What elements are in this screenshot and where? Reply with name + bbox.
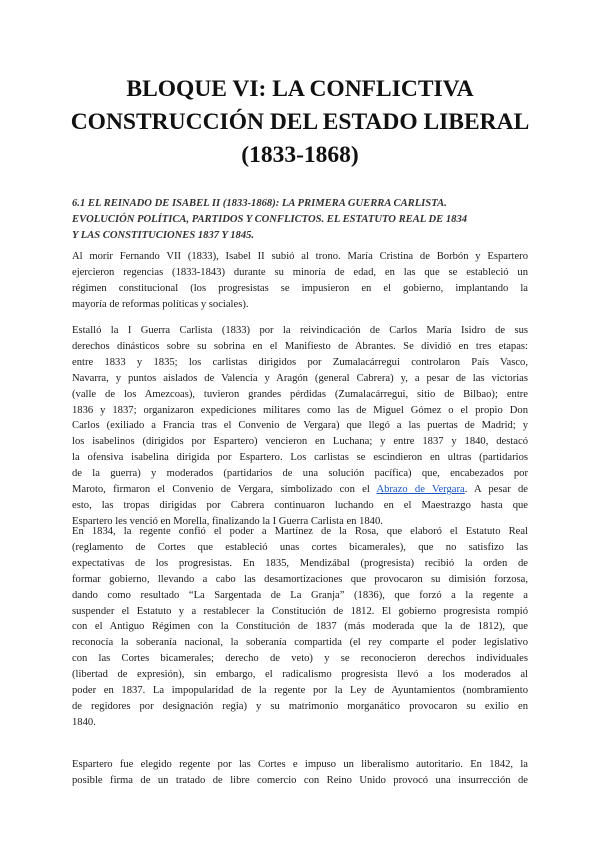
text-line: derechos dinásticos sobre su sobrina en el Manifiesto de Abrantes. Se dividió en tres etapas:: [72, 340, 528, 352]
text-line: 1836 y 1837; organizaron expediciones militares como las de Miguel Gómez o el propio Don: [72, 404, 528, 416]
text-line: la ofensiva isabelina dirigida por Espartero. Los carlistas se escindieron en ultras (partidarios: [72, 452, 528, 464]
text-line: Espartero les venció en Morella, finalizando la I Guerra Carlista en 1840.: [72, 515, 383, 527]
text-line: En 1834, la regente confió el poder a Martínez de la Rosa, que elaboró el Estatuto Real: [72, 526, 528, 537]
text-line: de la guerra) y moderados (partidarios de una solución pacífica) que, encabezados por: [72, 468, 528, 480]
text-line: suspender el Estatuto y a restablecer la Constitución de 1812. El gobierno progresista rompió: [72, 605, 528, 617]
text-fragment: Maroto, firmaron el Convenio de Vergara, simbolizado con el: [72, 484, 377, 496]
section-heading: [72, 196, 532, 244]
document-title: [60, 73, 540, 172]
text-line: expectativas de los progresistas. En 1835, Mendizábal (progresista) recibió la orden de: [72, 557, 528, 569]
text-line: esto, las tropas dirigidas por Cabrera continuaron luchando en el Maestrazgo hasta que: [72, 499, 528, 511]
text-line: (valle de los Amezcoas), tuvieron grandes pérdidas (Zumalacárregui, sitio de Bilbao); entre: [72, 388, 528, 400]
text-line: los isabelinos (dirigidos por Espartero) vencieron en Luchana; y entre 1837 y 1840, destacó: [72, 436, 528, 448]
text-line: (reglamento de Cortes que estableció unas cortes bicamerales), que no satisfizo las: [72, 541, 528, 553]
paragraph-3: [72, 524, 528, 731]
text-line: entre 1833 y 1835; los carlistas dirigidos por Zumalacárregui controlaron País Vasco,: [72, 356, 528, 368]
text-line: con las Cortes bicamerales; derecho de veto) y se reconocieron derechos individuales: [72, 653, 528, 665]
text-line: Estalló la I Guerra Carlista (1833) por la reivindicación de Carlos María Isidro de sus: [72, 325, 528, 336]
title-line: BLOQUE VI: LA CONFLICTIVA: [126, 76, 474, 102]
text-line: ejercieron regencias (1833-1843) durante su minoría de edad, en las que se estableció un: [72, 266, 528, 278]
text-line: posible firma de un tratado de libre comercio con Reino Unido provocó una insurrección de: [72, 774, 528, 786]
paragraph-1: [72, 249, 528, 313]
text-line: Navarra, y puntos aislados de Valencia y Aragón (general Cabrera) y, a pesar de las victorias: [72, 372, 528, 384]
heading-line: EVOLUCIÓN POLÍTICA, PARTIDOS Y CONFLICTOS. EL ESTATUTO REAL DE 1834: [72, 214, 468, 225]
heading-line: Y LAS CONSTITUCIONES 1837 Y 1845.: [72, 230, 255, 241]
text-line: dando como resultado “La Sargentada de La Granja” (1836), que forzó a la regente a: [72, 589, 528, 601]
text-line: de regidores por designación regia) y su matrimonio morganático provocaron su exilio en: [72, 700, 528, 712]
text-line-with-link: [72, 482, 528, 498]
text-line: reconocía la soberanía nacional, la soberanía compartida (el rey comparte el poder legislativo: [72, 637, 528, 649]
text-line: régimen constitucional (los progresistas se impusieron en el gobierno, implantando la: [72, 282, 528, 294]
text-line: poder en 1837. La impopularidad de la regente por la Ley de Ayuntamientos (nombramiento: [72, 685, 528, 697]
text-line: mayoría de reformas políticas y sociales).: [72, 298, 249, 310]
paragraph-2: [72, 323, 528, 530]
text-line: 1840.: [72, 716, 96, 728]
text-line: (libertad de expresión), sin embargo, el radicalismo progresista llevó a los moderados al: [72, 669, 528, 681]
heading-line: 6.1 EL REINADO DE ISABEL II (1833-1868): LA PRIMERA GUERRA CARLISTA.: [72, 198, 447, 209]
text-line: Carlos (exiliado a Francia tras el Convenio de Vergara) que llegó a las puertas de Madrid; y: [72, 420, 528, 432]
text-line: con el Antiguo Régimen con la Constitución de 1837 (más moderada que la de 1812), que: [72, 621, 528, 633]
paragraph-4: [72, 757, 528, 789]
text-line: Espartero fue elegido regente por las Cortes e impuso un liberalismo autoritario. En 1842, la: [72, 759, 528, 770]
text-line: formar gobierno, llevando a cabo las desamortizaciones que provocaron su dimisión forzosa,: [72, 573, 528, 585]
abrazo-de-vergara-link[interactable]: Abrazo de Vergara: [376, 484, 465, 496]
text-fragment: . A pesar de: [464, 484, 528, 496]
title-line: (1833-1868): [241, 142, 359, 168]
text-line: Al morir Fernando VII (1833), Isabel II subió al trono. María Cristina de Borbón y Espartero: [72, 251, 528, 262]
title-line: CONSTRUCCIÓN DEL ESTADO LIBERAL: [70, 109, 530, 135]
